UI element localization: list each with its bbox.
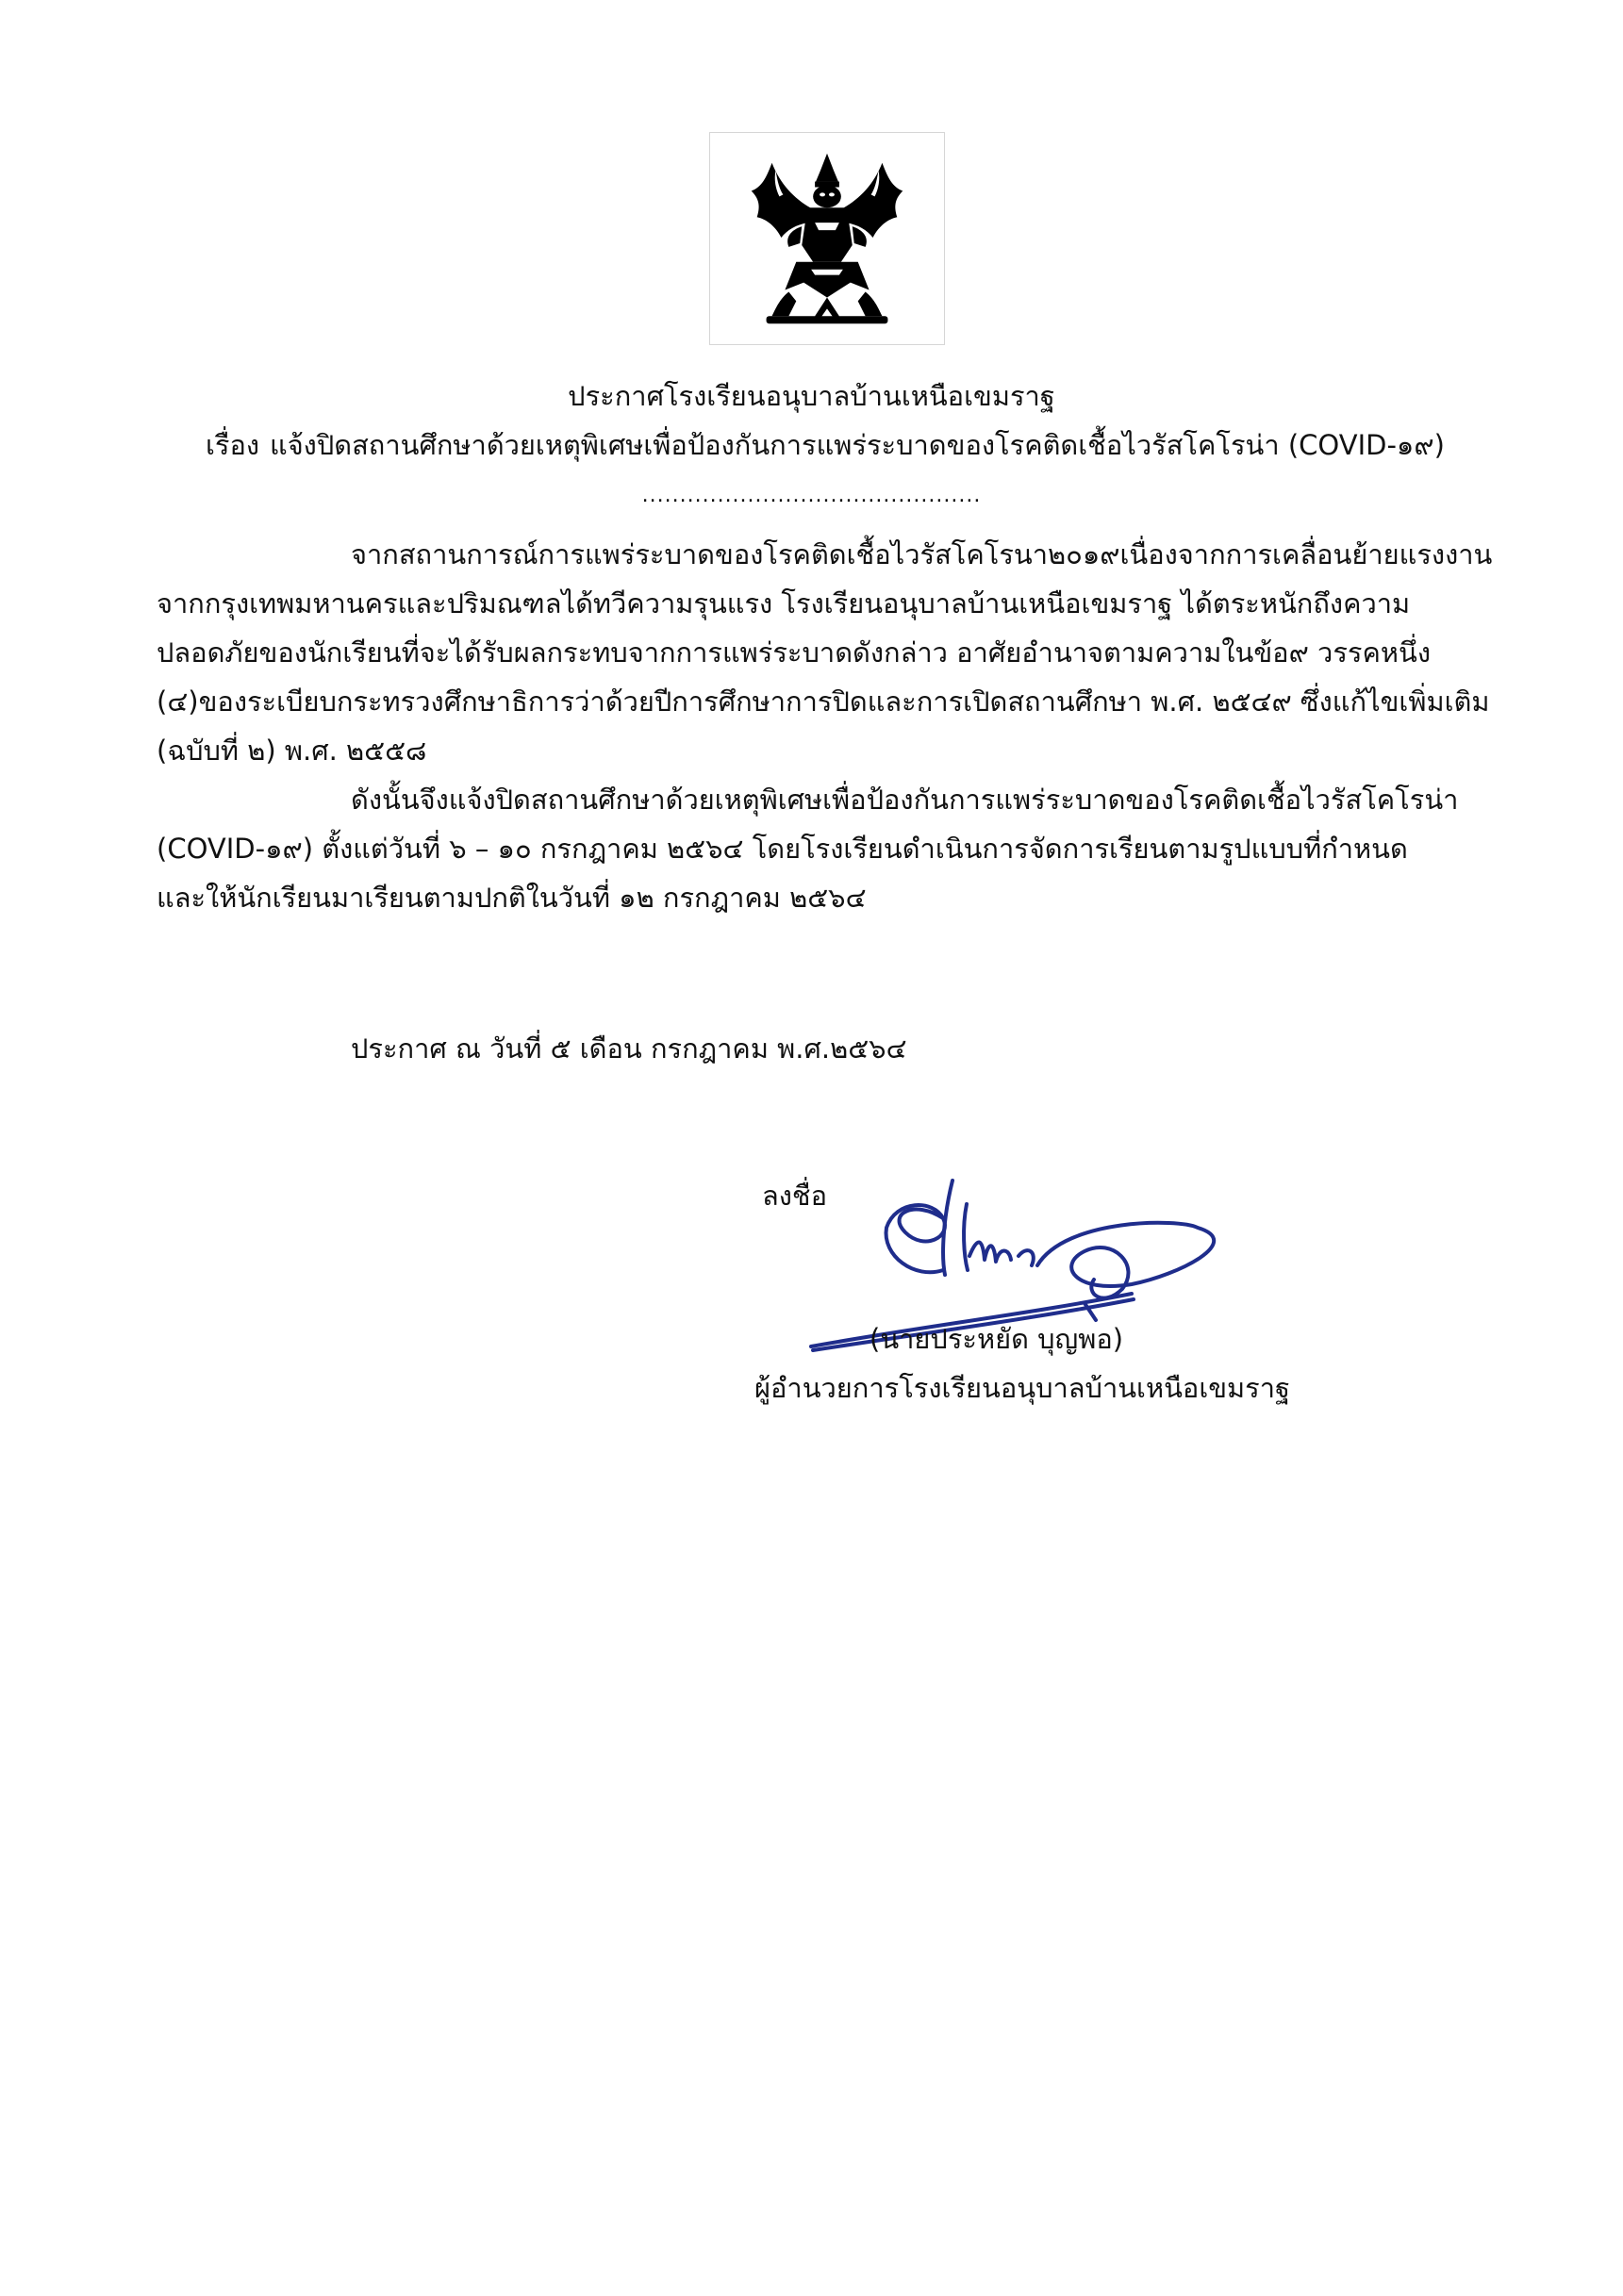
announcement-title: ประกาศโรงเรียนอนุบาลบ้านเหนือเขมราฐ	[568, 380, 1055, 412]
body-line: จากกรุงเทพมหานครและปริมณฑลได้ทวีความรุนแรง โรงเรียนอนุบาลบ้านเหนือเขมราฐ ได้ตระหนักถึงความ	[157, 587, 1411, 619]
signer-name: (นายประหยัด บุญพอ)	[869, 1323, 1124, 1355]
body-line: และให้นักเรียนมาเรียนตามปกติในวันที่ ๑๒ กรกฎาคม ๒๕๖๔	[157, 882, 867, 914]
body-line: จากสถานการณ์การแพร่ระบาดของโรคติดเชื้อไวรัสโคโรนา๒๐๑๙เนื่องจากการเคลื่อนย้ายแรงงาน	[351, 538, 1493, 570]
body-paragraph-2	[157, 775, 1467, 922]
body-line: (๔)ของระเบียบกระทรวงศึกษาธิการว่าด้วยปีการศึกษาการปิดและการเปิดสถานศึกษา พ.ศ. ๒๕๔๙ ซึ่งแก้ไขเพิ่มเติม	[157, 685, 1490, 718]
subject-label: เรื่อง	[206, 429, 260, 461]
title-separator: .............................................	[641, 484, 982, 507]
body-line: ดังนั้นจึงแจ้งปิดสถานศึกษาด้วยเหตุพิเศษเพื่อป้องกันการแพร่ระบาดของโรคติดเชื้อไวรัสโคโรน่า	[351, 784, 1459, 816]
garuda-emblem-icon	[710, 133, 944, 344]
body-line: ปลอดภัยของนักเรียนที่จะได้รับผลกระทบจากการแพร่ระบาดดังกล่าว อาศัยอำนาจตามความในข้อ๙ วรรคหนึ่ง	[157, 636, 1431, 669]
signer-position: ผู้อำนวยการโรงเรียนอนุบาลบ้านเหนือเขมราฐ	[754, 1372, 1291, 1404]
announcement-date: ประกาศ ณ วันที่ ๕ เดือน กรกฎาคม พ.ศ.๒๕๖๔	[351, 1032, 907, 1065]
body-line: (COVID-๑๙) ตั้งแต่วันที่ ๖ – ๑๐ กรกฎาคม ๒๕๖๔ โดยโรงเรียนดำเนินการจัดการเรียนตามรูปแบบที่กำหนด	[157, 833, 1408, 865]
body-line: (ฉบับที่ ๒) พ.ศ. ๒๕๕๘	[157, 735, 427, 767]
subject-text: แจ้งปิดสถานศึกษาด้วยเหตุพิเศษเพื่อป้องกันการแพร่ระบาดของโรคติดเชื้อไวรัสโคโรน่า (COVID-๑๙)	[270, 429, 1445, 461]
body-paragraph-1	[157, 530, 1493, 775]
sign-label: ลงชื่อ	[762, 1180, 828, 1212]
garuda-emblem	[709, 132, 945, 345]
